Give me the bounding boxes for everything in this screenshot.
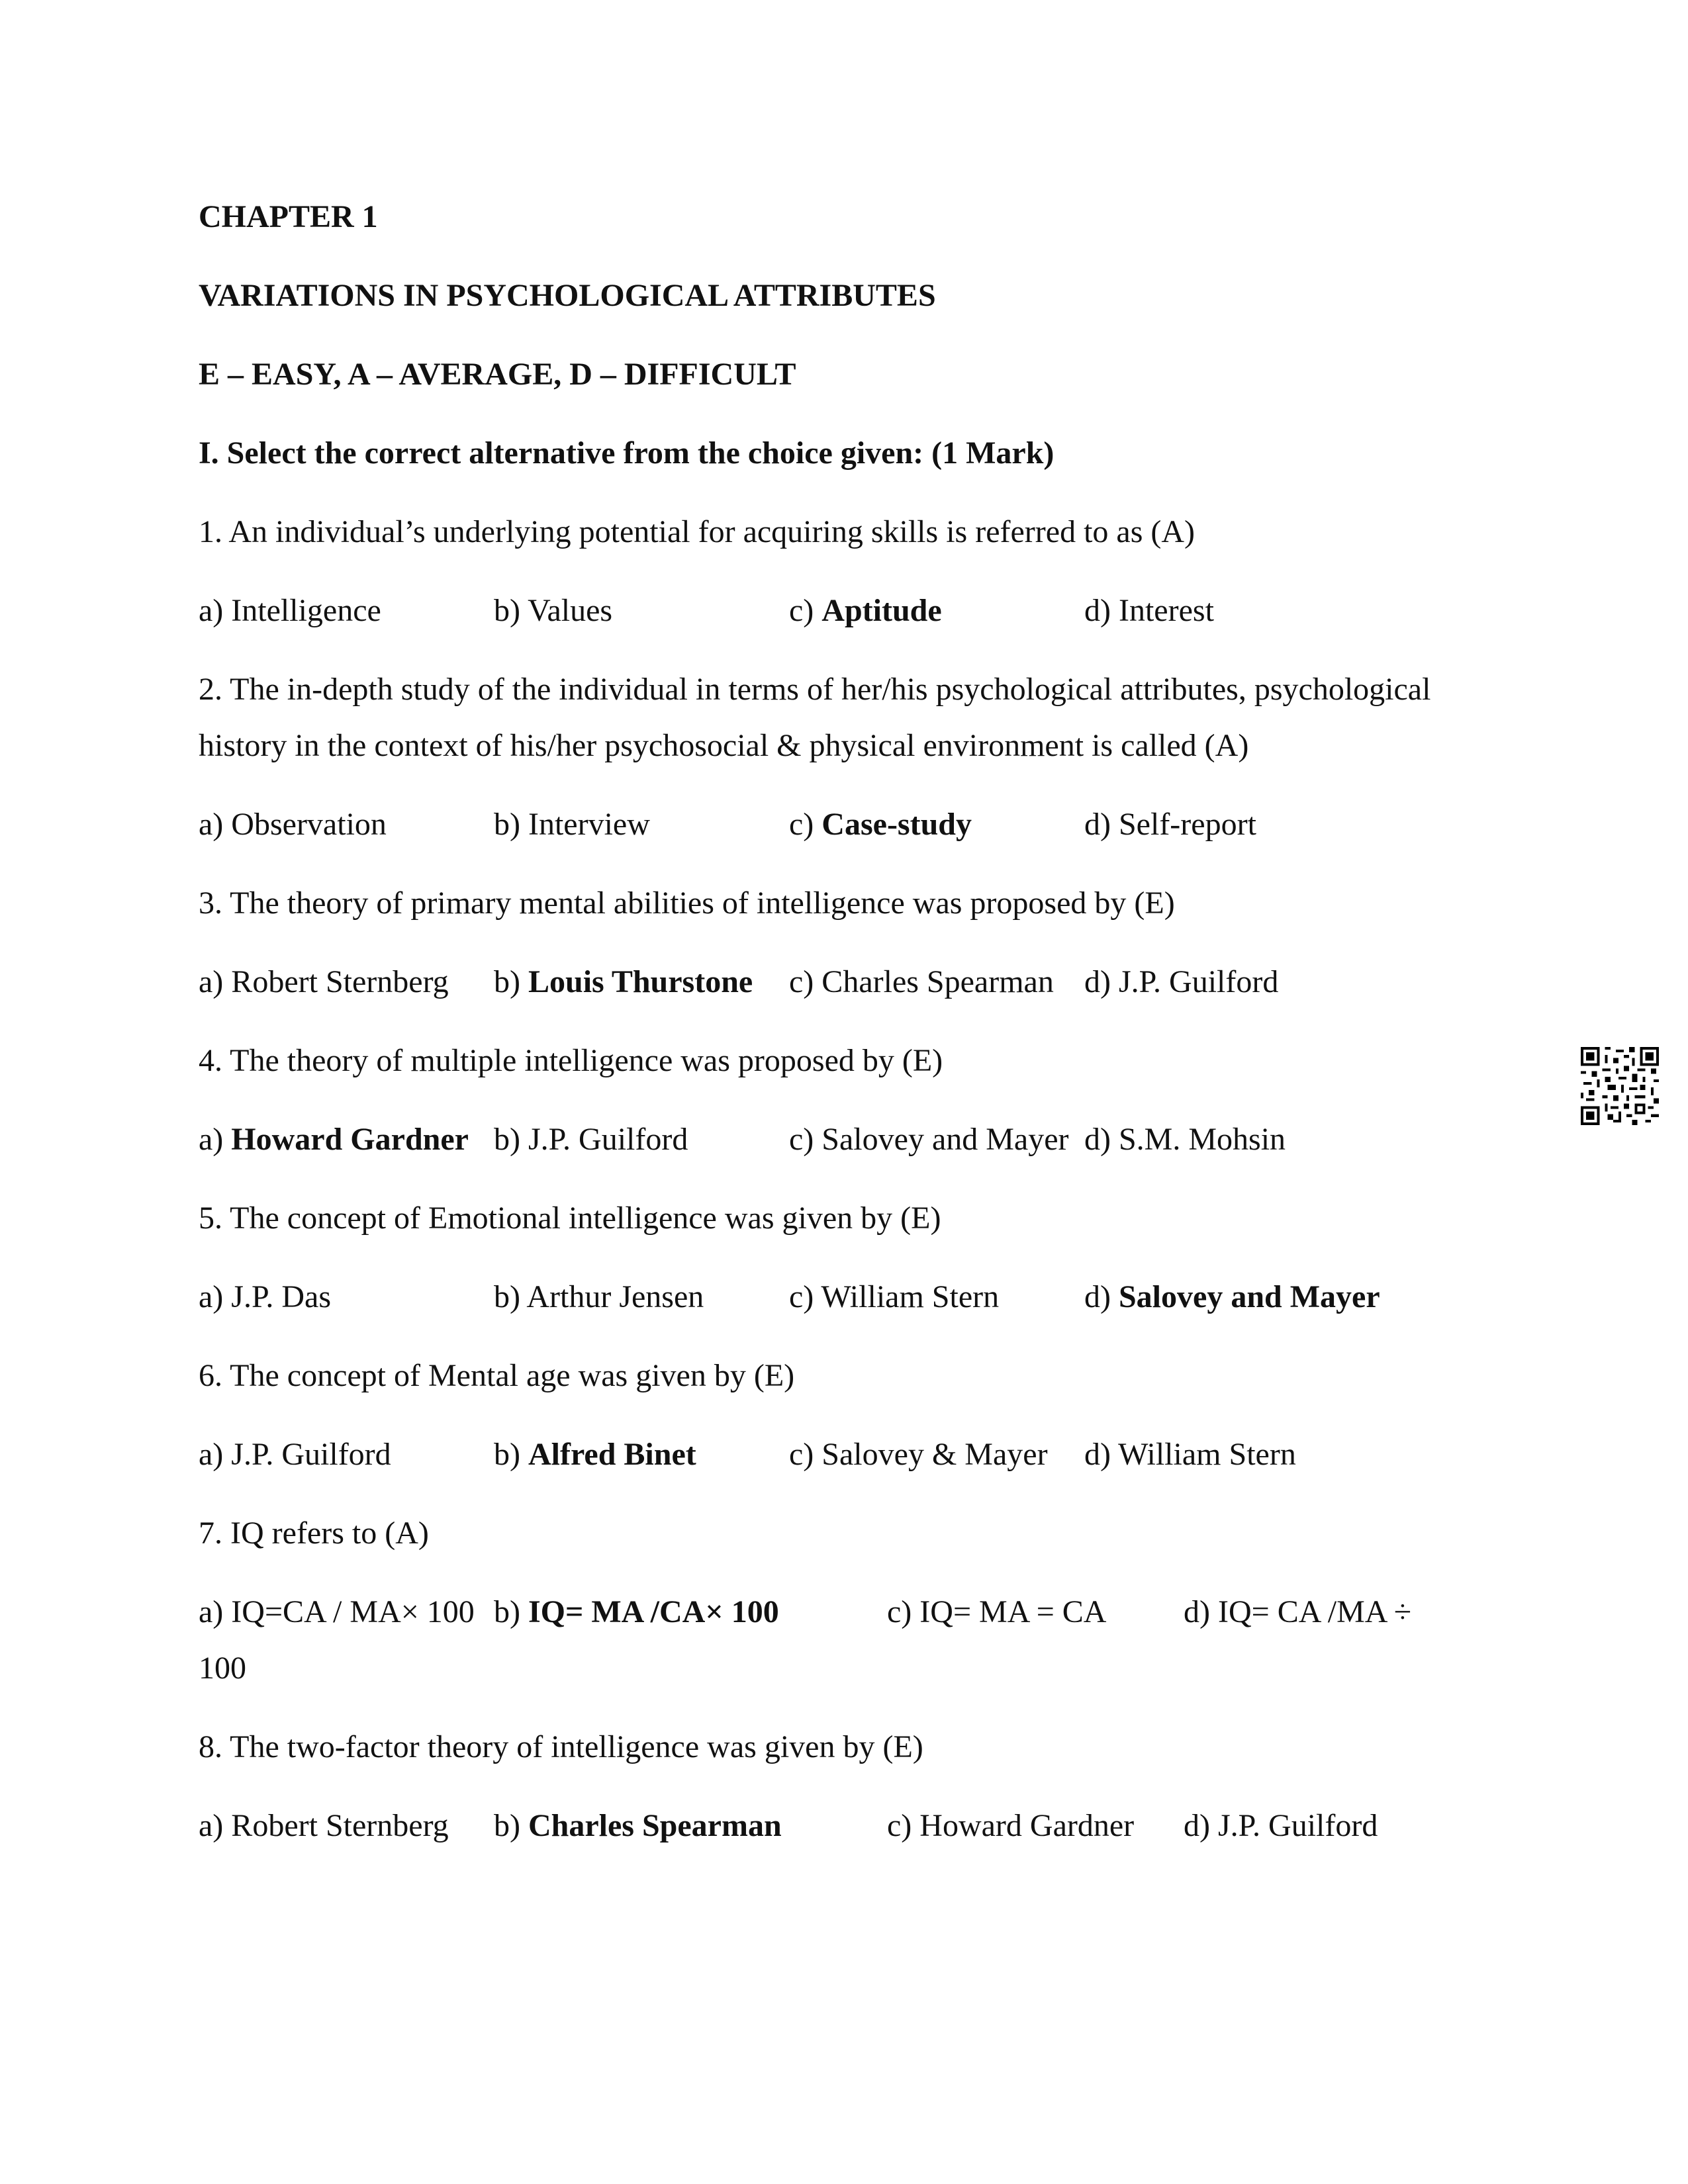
- chapter-title: VARIATIONS IN PSYCHOLOGICAL ATTRIBUTES: [199, 278, 936, 313]
- option-a: a) IQ=CA / MA× 100: [199, 1594, 475, 1629]
- option-c: c) Salovey and Mayer: [789, 1122, 1069, 1157]
- option-b: b) Arthur Jensen: [494, 1279, 704, 1314]
- option-b-correct: b) IQ= MA /CA× 100: [494, 1594, 779, 1629]
- question-6-text: 6. The concept of Mental age was given by (E): [199, 1358, 795, 1393]
- option-d: d) J.P. Guilford: [1084, 964, 1279, 999]
- question-8-text: 8. The two-factor theory of intelligence was given by (E): [199, 1729, 923, 1764]
- qr-code-icon: [1581, 1047, 1659, 1125]
- option-a: a) J.P. Das: [199, 1279, 331, 1314]
- option-a: a) Observation: [199, 807, 387, 842]
- question-7-text: 7. IQ refers to (A): [199, 1516, 429, 1551]
- option-d: d) S.M. Mohsin: [1084, 1122, 1286, 1157]
- option-b: b) Values: [494, 593, 613, 628]
- option-a: a) Robert Sternberg: [199, 1808, 449, 1843]
- section-instruction: I. Select the correct alternative from the choice given: (1 Mark): [199, 435, 1055, 471]
- option-a: a) J.P. Guilford: [199, 1437, 391, 1472]
- question-7-options-continuation: 100: [199, 1651, 246, 1686]
- difficulty-legend: E – EASY, A – AVERAGE, D – DIFFICULT: [199, 357, 796, 392]
- question-4-text: 4. The theory of multiple intelligence was proposed by (E): [199, 1043, 943, 1078]
- chapter-heading: CHAPTER 1: [199, 199, 378, 234]
- option-d: d) Interest: [1084, 593, 1214, 628]
- option-a-correct: a) Howard Gardner: [199, 1122, 469, 1157]
- option-a: a) Robert Sternberg: [199, 964, 449, 999]
- question-5-text: 5. The concept of Emotional intelligence was given by (E): [199, 1201, 941, 1236]
- option-c: c) IQ= MA = CA: [887, 1594, 1107, 1629]
- option-d: d) William Stern: [1084, 1437, 1296, 1472]
- option-c: c) Salovey & Mayer: [789, 1437, 1048, 1472]
- option-b-correct: b) Alfred Binet: [494, 1437, 696, 1472]
- option-b-correct: b) Charles Spearman: [494, 1808, 782, 1843]
- option-d: d) IQ= CA /MA ÷: [1184, 1594, 1412, 1629]
- option-b-correct: b) Louis Thurstone: [494, 964, 753, 999]
- option-a: a) Intelligence: [199, 593, 381, 628]
- option-c: c) Howard Gardner: [887, 1808, 1135, 1843]
- question-1-text: 1. An individual’s underlying potential for acquiring skills is referred to as (A): [199, 514, 1196, 549]
- question-2-text-line-1: 2. The in-depth study of the individual in terms of her/his psychological attributes, psychological: [199, 672, 1431, 707]
- option-c-correct: c) Aptitude: [789, 593, 942, 628]
- question-2-text-line-2: history in the context of his/her psychosocial & physical environment is called (A): [199, 728, 1249, 763]
- option-b: b) Interview: [494, 807, 650, 842]
- question-3-text: 3. The theory of primary mental abilities of intelligence was proposed by (E): [199, 886, 1175, 921]
- option-d-correct: d) Salovey and Mayer: [1084, 1279, 1380, 1314]
- option-c: c) William Stern: [789, 1279, 1000, 1314]
- option-c-correct: c) Case-study: [789, 807, 972, 842]
- option-d: d) Self-report: [1084, 807, 1256, 842]
- option-d: d) J.P. Guilford: [1184, 1808, 1378, 1843]
- option-c: c) Charles Spearman: [789, 964, 1054, 999]
- option-b: b) J.P. Guilford: [494, 1122, 688, 1157]
